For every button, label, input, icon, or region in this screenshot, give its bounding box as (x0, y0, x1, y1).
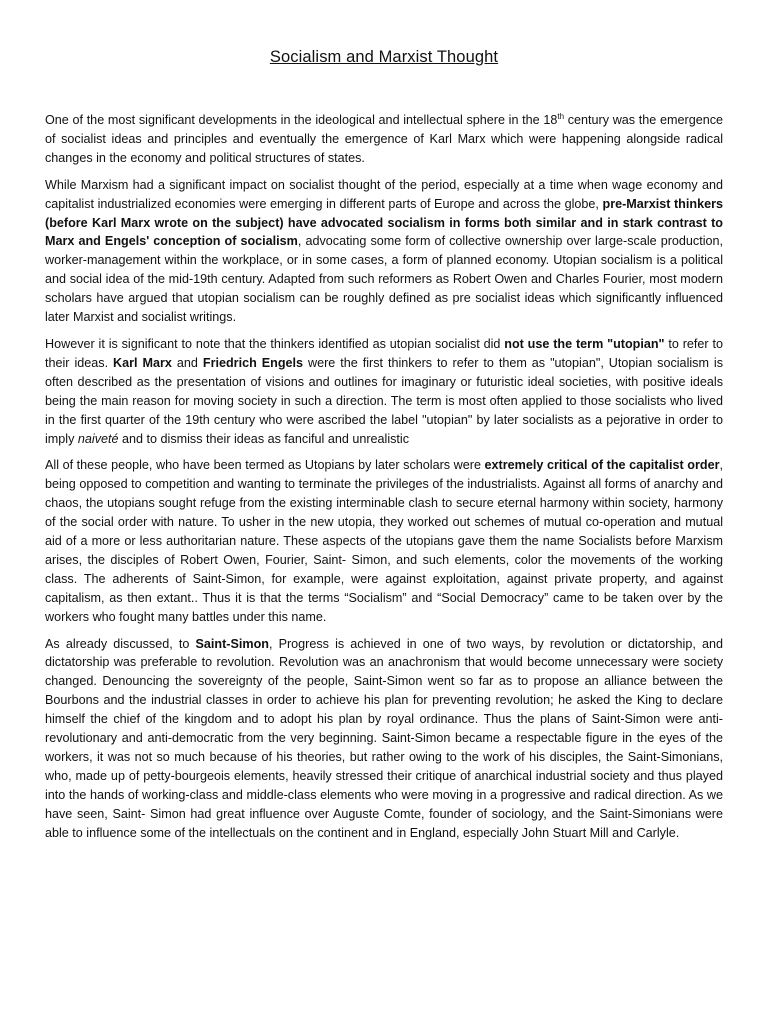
paragraph-3-text-1: However it is significant to note that the thinkers identified as utopian socialist did (45, 336, 505, 351)
paragraph-2 (45, 176, 723, 327)
paragraph-5 (45, 635, 723, 843)
paragraph-3-text-2: to refer to their ideas. (45, 336, 723, 370)
paragraph-3-text-4: were the first thinkers to refer to them as "utopian", Utopian socialism is often described as the presentation of visions and outlines for imaginary or futuristic ideal societies, with positive ideals being the main reason for moving society in such a direction. The term is most often applied to those socialists who lived in the first quarter of the 19th century who were ascribed the label "utopian" by later socialists as a pejorative in order to imply (45, 355, 724, 446)
paragraph-4 (45, 456, 723, 626)
document-page (45, 48, 723, 851)
paragraph-5-text-1: As already discussed, to (45, 636, 196, 651)
paragraph-4-text-1: All of these people, who have been termed as Utopians by later scholars were (45, 458, 485, 473)
paragraph-3-italic-1: naiveté (77, 431, 119, 446)
paragraph-1-text-2: century was the emergence of socialist ideas and principles and eventually the emergence of Karl Marx which were happening alongside radical changes in the economy and political structures of states. (45, 113, 724, 165)
paragraph-1-superscript: th (557, 111, 565, 121)
paragraph-5-bold-1: Saint-Simon (195, 636, 269, 651)
paragraph-2-text-1: While Marxism had a significant impact on socialist thought of the period, especially at a time when wage economy and capitalist industrialized economies were emerging in different parts of Europe and across the globe, (45, 177, 723, 211)
paragraph-5-text-2: , Progress is achieved in one of two ways, by revolution or dictatorship, and dictatorship was preferable to revolution. Revolution was an anachronism that would become unnecessary were society changed. Denouncing the sovereignty of the people, Saint-Simon went so far as to propose an alliance between the Bourbons and the industrial classes in order to achieve his plan for preventing revolution; he asked the King to declare himself the chief of the kingdom and to adopt his plan by royal ordinance. Thus the plans of Saint-Simon were anti-revolutionary and anti-democratic from the very beginning. Saint-Simon became a respectable figure in the eyes of the workers, it was not so much because of his theories, but rather owing to the work of his disciples, the Saint-Simonians, who, made up of petty-bourgeois elements, heavily stressed their critique of anarchical industrial society and thus played into the hands of working-class and middle-class elements who were moving in a progressive and radical direction. As we have seen, Saint- Simon had great influence over Auguste Comte, founder of sociology, and the Saint-Simonians were able to influence some of the intellectuals on the continent and in England, especially John Stuart Mill and Carlyle. (45, 636, 723, 840)
paragraph-3-text-5: and to dismiss their ideas as fanciful and unrealistic (118, 431, 410, 446)
paragraph-3-text-3: and (171, 355, 203, 370)
paragraph-4-text-2: , being opposed to competition and wanting to terminate the privileges of the industrialists. Against all forms of anarchy and chaos, the utopians sought refuge from the existing interminable clash to secure eternal harmony within society, harmony of the social order with nature. To usher in the new utopia, they worked out schemes of mutual co-operation and mutual aid of a more or less authoritarian nature. These aspects of the utopians gave them the name Socialists before Marxism arises, the disciples of Robert Owen, Fourier, Saint- Simon, and such elements, color the movements of the working class. The adherents of Saint-Simon, for example, were against exploitation, against private property, and against capitalism, as then extant.. Thus it is that the terms “Socialism” and “Social Democracy” came to be taken over by the workers who fought many battles under this name. (45, 458, 723, 624)
paragraph-1-text-1: One of the most significant developments in the ideological and intellectual sphere in the 18 (45, 113, 558, 127)
paragraph-3-bold-3: Friedrich Engels (202, 355, 304, 370)
paragraph-1 (45, 111, 723, 168)
page-title: Socialism and Marxist Thought (269, 48, 499, 66)
paragraph-2-bold-1: pre-Marxist thinkers (before Karl Marx wrote on the subject) have advocated socialism in forms both similar and in stark contrast to Marx and Engels' conception of socialism (45, 196, 723, 249)
paragraph-3 (45, 335, 723, 448)
paragraph-2-text-2: , advocating some form of collective ownership over large-scale production, worker-management within the workplace, or in some cases, a form of planned economy. Utopian socialism is a political and social idea of the mid-19th century. Adapted from such reformers as Robert Owen and Charles Fourier, most modern scholars have argued that utopian socialism can be roughly defined as pre socialist ideas which significantly influenced later Marxist and socialist writings. (45, 234, 724, 325)
paragraph-4-bold-1: extremely critical of the capitalist order (484, 458, 720, 473)
paragraph-3-bold-2: Karl Marx (113, 355, 172, 370)
paragraph-3-bold-1: not use the term "utopian" (504, 336, 665, 351)
